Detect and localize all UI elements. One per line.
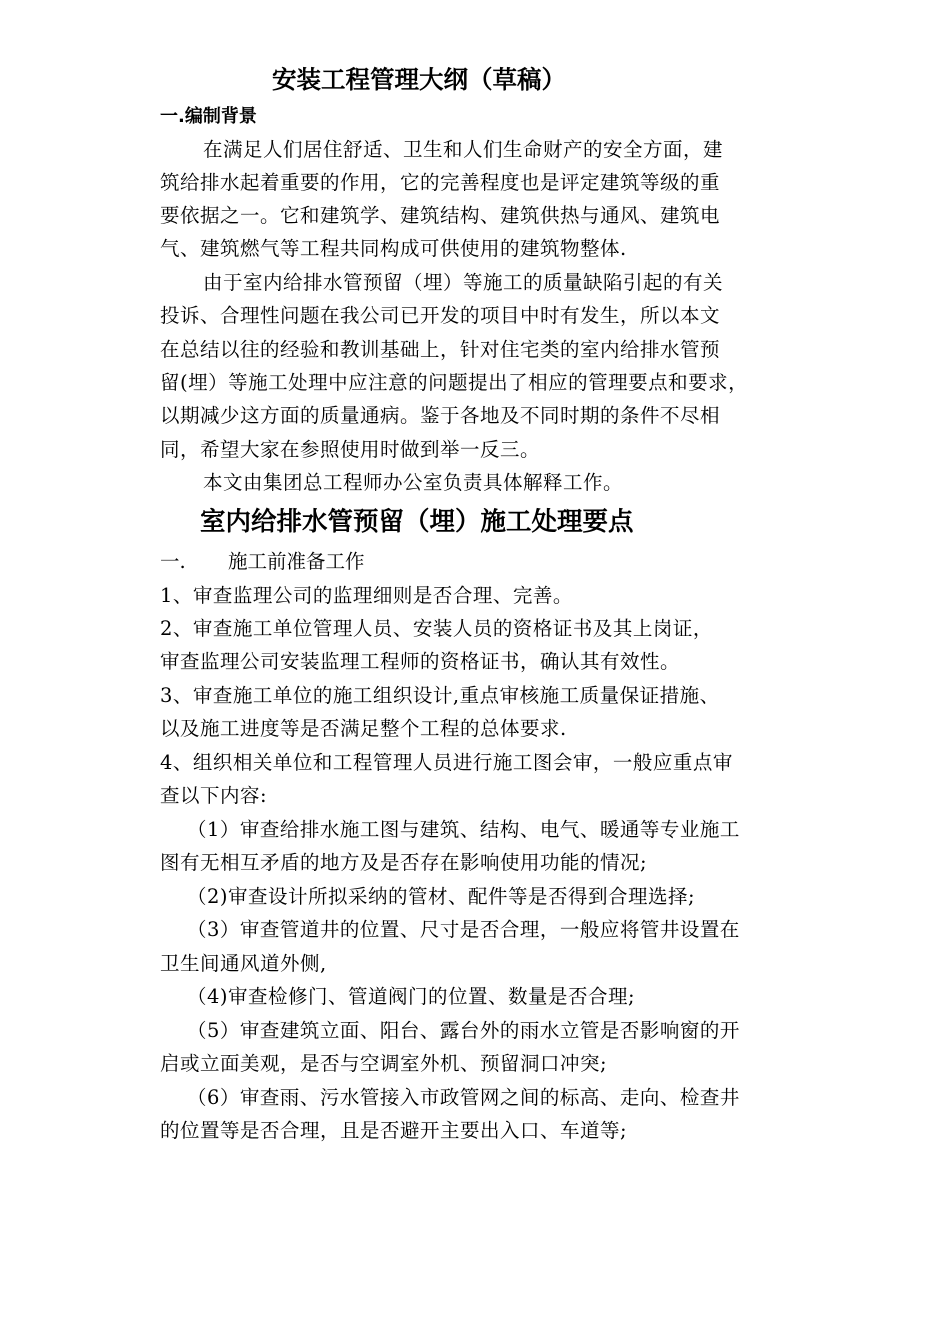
paragraph-line: 留(埋）等施工处理中应注意的问题提出了相应的管理要点和要求， (160, 371, 749, 394)
sub-item: （2)审查设计所拟采纳的管材、配件等是否得到合理选择; (187, 885, 696, 908)
paragraph-line: 以期减少这方面的质量通病。鉴于各地及不同时期的条件不尽相 (160, 404, 721, 427)
sub-item: （1）审查给排水施工图与建筑、结构、电气、暖通等专业施工 (187, 818, 740, 841)
paragraph-line: 由于室内给排水管预留（埋）等施工的质量缺陷引起的有关 (203, 271, 724, 294)
paragraph-line: 投诉、合理性问题在我公司已开发的项目中时有发生，所以本文 (160, 304, 721, 327)
paragraph-line: 本文由集团总工程师办公室负责具体解释工作。 (203, 471, 624, 494)
list-item: 以及施工进度等是否满足整个工程的总体要求. (160, 717, 567, 740)
paragraph-line: 在满足人们居住舒适、卫生和人们生命财产的安全方面，建 (203, 138, 724, 161)
document-title: 安装工程管理大纲（草稿） (272, 65, 566, 94)
list-item: 2、审查施工单位管理人员、安装人员的资格证书及其上岗证， (160, 617, 713, 640)
sub-item: （6）审查雨、污水管接入市政管网之间的标高、走向、检查井 (187, 1086, 740, 1109)
section-heading-background: 一.编制背景 (160, 106, 257, 127)
sub-item: （3）审查管道井的位置、尺寸是否合理，一般应将管井设置在 (187, 918, 740, 941)
paragraph-line: 在总结以往的经验和教训基础上，针对住宅类的室内给排水管预 (160, 338, 721, 361)
sub-item: 卫生间通风道外侧, (160, 952, 327, 975)
list-item: 4、组织相关单位和工程管理人员进行施工图会审，一般应重点审 (160, 751, 733, 774)
list-item: 3、审查施工单位的施工组织设计,重点审核施工质量保证措施、 (160, 684, 720, 707)
list-item: 查以下内容: (160, 784, 268, 807)
step-number: 一. (160, 550, 186, 573)
sub-item: 的位置等是否合理，且是否避开主要出入口、车道等; (160, 1119, 628, 1142)
paragraph-line: 气、建筑燃气等工程共同构成可供使用的建筑物整体. (160, 237, 627, 260)
sub-item: 图有无相互矛盾的地方及是否存在影响使用功能的情况; (160, 851, 648, 874)
paragraph-line: 要依据之一。它和建筑学、建筑结构、建筑供热与通风、建筑电 (160, 204, 721, 227)
paragraph-line: 筑给排水起着重要的作用，它的完善程度也是评定建筑等级的重 (160, 171, 721, 194)
sub-item: （5）审查建筑立面、阳台、露台外的雨水立管是否影响窗的开 (187, 1019, 740, 1042)
list-item: 1、审查监理公司的监理细则是否合理、完善。 (160, 584, 573, 607)
step-label: 施工前准备工作 (228, 550, 365, 573)
section-title-key-points: 室内给排水管预留（埋）施工处理要点 (200, 507, 634, 537)
sub-item: 启或立面美观，是否与空调室外机、预留洞口冲突; (160, 1052, 608, 1075)
sub-item: （4)审查检修门、管道阀门的位置、数量是否合理; (187, 985, 636, 1008)
list-item: 审查监理公司安装监理工程师的资格证书，确认其有效性。 (160, 650, 681, 673)
paragraph-line: 同，希望大家在参照使用时做到举一反三。 (160, 438, 541, 461)
